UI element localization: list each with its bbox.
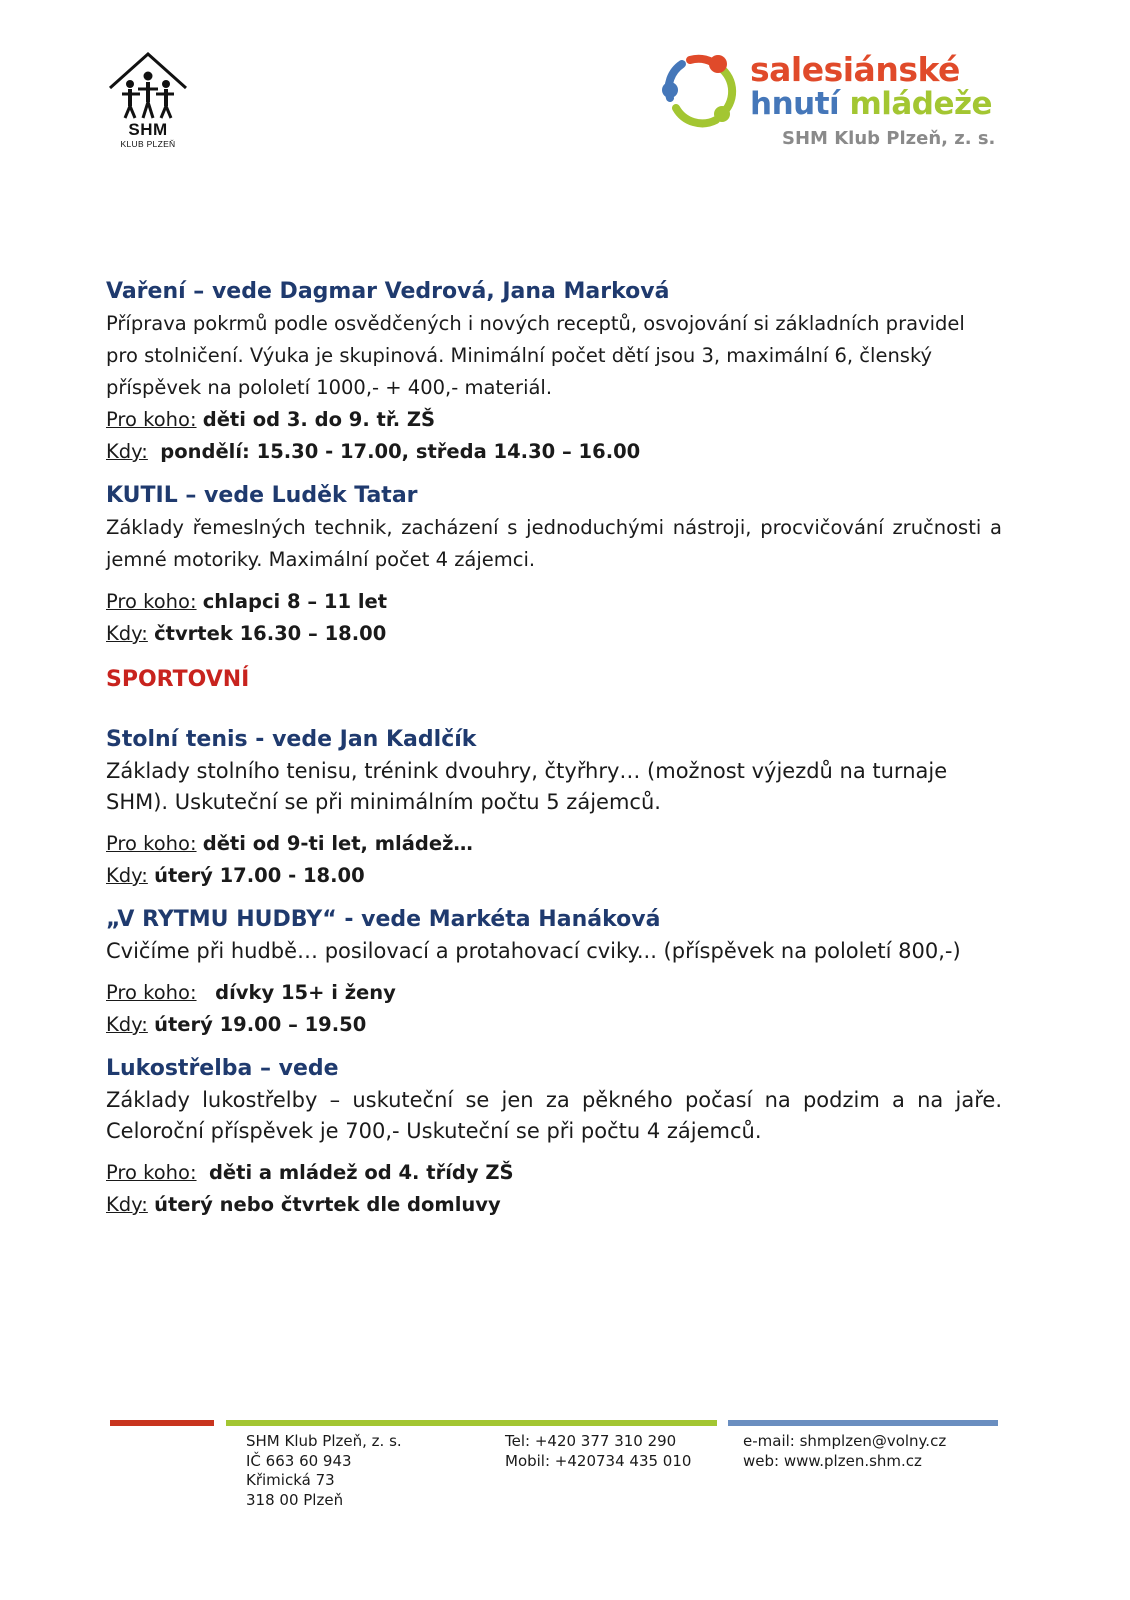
footer-city: 318 00 Plzeň <box>246 1490 344 1509</box>
brand-mladeze: mládeže <box>849 86 993 122</box>
for-whom-value: děti od 3. do 9. tř. ZŠ <box>202 408 436 431</box>
for-whom-value: dívky 15+ i ženy <box>215 981 396 1004</box>
section-title: „V RYTMU HUDBY“ - vede Markéta Hanáková <box>106 907 661 932</box>
section-text: Cvičíme při hudbě… posilovací a protahovací cviky... (příspěvek na pololetí 800,-) <box>106 939 961 963</box>
when-label: Kdy: <box>106 622 148 645</box>
brand-line-2 <box>750 86 992 122</box>
for-whom-label: Pro koho: <box>106 981 197 1004</box>
when-value: čtvrtek 16.30 – 18.00 <box>154 622 387 645</box>
when-value: úterý 17.00 - 18.00 <box>154 864 365 887</box>
for-whom-value: děti od 9-ti let, mládež… <box>202 832 473 855</box>
section-title: Lukostřelba – vede <box>106 1056 339 1081</box>
when-row <box>106 436 1002 468</box>
shm-klub-logo <box>106 52 190 152</box>
brand-line-3: SHM Klub Plzeň, z. s. <box>782 128 996 149</box>
section-title: Vaření – vede Dagmar Vedrová, Jana Marková <box>106 279 670 304</box>
salesian-circle-icon <box>660 50 742 130</box>
section-text: Základy lukostřelby – uskuteční se jen za pěkného počasí na podzim a na jaře. Celoroční příspěvek je 700,- Uskuteční se při počtu 4 zájemců. <box>106 1088 1002 1143</box>
when-label: Kdy: <box>106 864 148 887</box>
for-whom-row <box>106 1157 1002 1189</box>
when-value: pondělí: 15.30 - 17.00, středa 14.30 – 16.00 <box>160 440 641 463</box>
footer-mobile: Mobil: +420734 435 010 <box>505 1451 692 1470</box>
when-row <box>106 1009 1002 1041</box>
for-whom-label: Pro koho: <box>106 1161 197 1184</box>
footer-bar-green <box>226 1420 717 1426</box>
footer-web[interactable]: web: www.plzen.shm.cz <box>743 1451 922 1470</box>
when-label: Kdy: <box>106 440 148 463</box>
section-text: Základy stolního tenisu, trénink dvouhry, čtyřhry… (možnost výjezdů na turnaje SHM). Uskuteční se při minimálním počtu 5 zájemců. <box>106 759 948 814</box>
category-heading: SPORTOVNÍ <box>106 667 250 692</box>
for-whom-label: Pro koho: <box>106 832 197 855</box>
house-family-icon <box>106 52 190 122</box>
footer-bar-blue <box>728 1420 998 1426</box>
for-whom-label: Pro koho: <box>106 590 197 613</box>
footer-street: Křimická 73 <box>246 1471 335 1489</box>
when-value: úterý nebo čtvrtek dle domluvy <box>154 1193 501 1216</box>
section-v-rytmu-hudby <box>106 904 1002 1041</box>
when-label: Kdy: <box>106 1193 148 1216</box>
footer-phones <box>505 1432 691 1471</box>
footer-ic: IČ 663 60 943 <box>246 1451 352 1470</box>
logo-klub-text: KLUB PLZEŇ <box>120 139 176 149</box>
section-stolni-tenis <box>106 724 1002 892</box>
section-lukostrelba <box>106 1053 1002 1221</box>
for-whom-row <box>106 977 1002 1009</box>
for-whom-row <box>106 586 1002 618</box>
for-whom-label: Pro koho: <box>106 408 197 431</box>
logo-shm-text: SHM <box>128 120 168 139</box>
when-row <box>106 1189 1002 1221</box>
footer-address <box>246 1432 402 1510</box>
for-whom-row <box>106 828 1002 860</box>
when-label: Kdy: <box>106 1013 148 1036</box>
footer-contacts <box>743 1432 946 1471</box>
section-kutil <box>106 480 1002 650</box>
for-whom-value: chlapci 8 – 11 let <box>202 590 388 613</box>
section-text: Základy řemeslných technik, zacházení s jednoduchými nástroji, procvičování zručnosti a jemné motoriky. Maximální počet 4 zájemci. <box>106 516 1002 571</box>
section-title: Stolní tenis - vede Jan Kadlčík <box>106 727 477 752</box>
when-row <box>106 860 1002 892</box>
brand-hnuti: hnutí <box>750 86 840 122</box>
section-title: KUTIL – vede Luděk Tatar <box>106 483 418 508</box>
for-whom-row <box>106 404 1002 436</box>
footer-bar-red <box>110 1420 214 1426</box>
when-value: úterý 19.00 – 19.50 <box>154 1013 367 1036</box>
section-vareni <box>106 276 1002 468</box>
brand-line-1: salesiánské <box>750 50 960 89</box>
when-row <box>106 618 1002 650</box>
activities-content <box>106 276 1002 1221</box>
salesianske-hnuti-logo <box>660 50 1020 160</box>
section-text: Příprava pokrmů podle osvědčených i nových receptů, osvojování si základních pravidel pro stolničení. Výuka je skupinová. Minimální počet dětí jsou 3, maximální 6, členský příspěvek na pololetí 1000,- + 400,- materiál. <box>106 312 965 399</box>
for-whom-value: děti a mládež od 4. třídy ZŠ <box>208 1161 514 1184</box>
footer-org-name: SHM Klub Plzeň, z. s. <box>246 1432 402 1450</box>
section-sportovni <box>106 664 1002 696</box>
footer-tel: Tel: +420 377 310 290 <box>505 1432 677 1450</box>
footer-email[interactable]: e-mail: shmplzen@volny.cz <box>743 1432 947 1450</box>
